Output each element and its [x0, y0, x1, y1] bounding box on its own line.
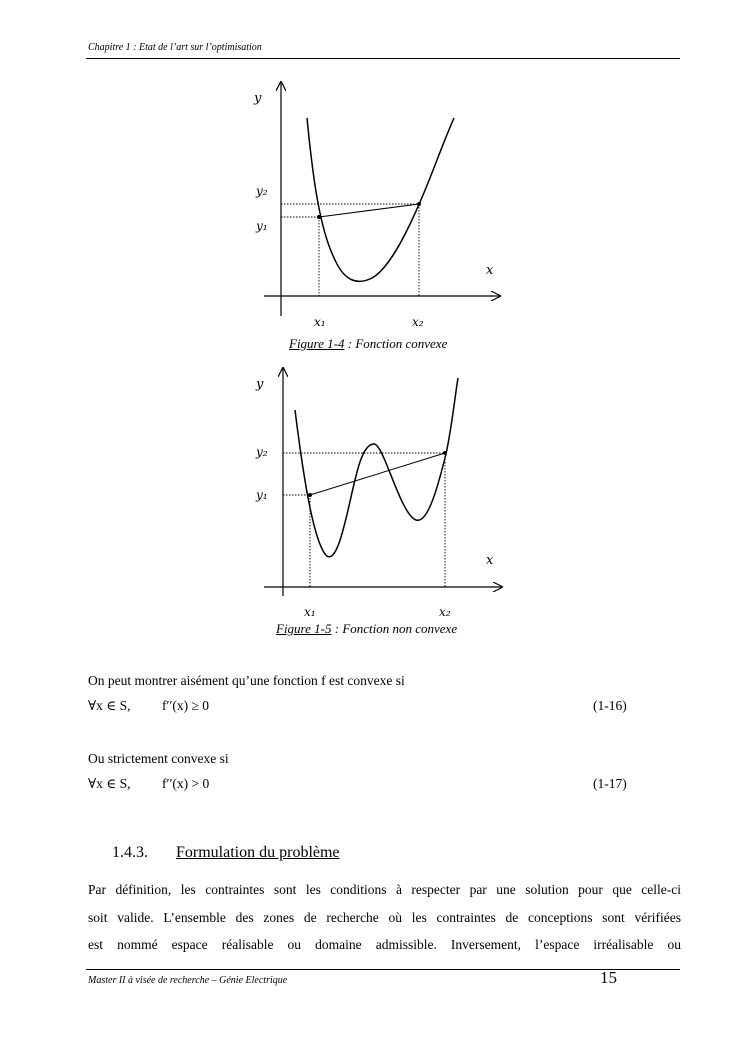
paragraph-line: Par définition, les contraintes sont les conditions à respecter par une solution pour que celle-ci	[88, 882, 681, 897]
running-footer: Master II à visée de recherche – Génie Electrique	[88, 975, 288, 986]
paragraph-line: est nommé espace réalisable ou domaine admissible. Inversement, l’espace irréalisable ou	[88, 937, 681, 952]
label-y2: y₂	[256, 445, 268, 459]
label-x2: x₂	[412, 315, 424, 329]
label-y1: y₁	[256, 219, 268, 233]
convex-curve	[307, 118, 454, 281]
section-number: 1.4.3.	[112, 844, 148, 861]
point-2	[443, 451, 447, 455]
figure-1-4-caption: Figure 1-4 : Fonction convexe	[289, 336, 448, 351]
label-y1: y₁	[256, 488, 268, 502]
label-y2: y₂	[256, 184, 268, 198]
convex-intro-text: On peut montrer aisément qu’une fonction f est convexe si	[88, 673, 405, 688]
eq-1-17-number: (1-17)	[593, 776, 627, 791]
eq-1-17-quantifier: ∀x ∈ S,	[88, 776, 131, 791]
label-x-axis: x	[486, 263, 494, 278]
point-1	[317, 215, 321, 219]
nonconvex-curve	[295, 378, 458, 557]
label-x2: x₂	[439, 605, 451, 619]
figure-1-4-convex-plot	[250, 80, 510, 340]
label-y-axis: y	[256, 377, 264, 392]
label-x1: x₁	[304, 605, 316, 619]
label-x-axis: x	[486, 553, 494, 568]
header-rule	[86, 58, 680, 59]
eq-1-17-expression: f′′(x) > 0	[162, 776, 210, 791]
paragraph-line: soit valide. L’ensemble des zones de recherche où les contraintes de conceptions sont vérifiées	[88, 909, 681, 925]
chord	[310, 453, 445, 495]
figure-1-5-nonconvex-plot	[250, 366, 510, 626]
page-number: 15	[600, 968, 617, 987]
eq-1-16-expression: f′′(x) ≥ 0	[162, 698, 210, 713]
running-header: Chapitre 1 : Etat de l’art sur l’optimisation	[88, 42, 262, 53]
label-x1: x₁	[314, 315, 326, 329]
section-title: Formulation du problème	[176, 844, 340, 861]
eq-1-16-quantifier: ∀x ∈ S,	[88, 698, 131, 713]
point-1	[308, 493, 312, 497]
label-y-axis: y	[254, 91, 262, 106]
point-2	[417, 202, 421, 206]
figure-1-5-caption: Figure 1-5 : Fonction non convexe	[276, 621, 458, 636]
footer-rule	[86, 969, 680, 970]
eq-1-16-number: (1-16)	[593, 698, 627, 713]
body-paragraph	[88, 876, 681, 959]
chord	[319, 204, 419, 217]
strict-intro-text: Ou strictement convexe si	[88, 751, 229, 766]
